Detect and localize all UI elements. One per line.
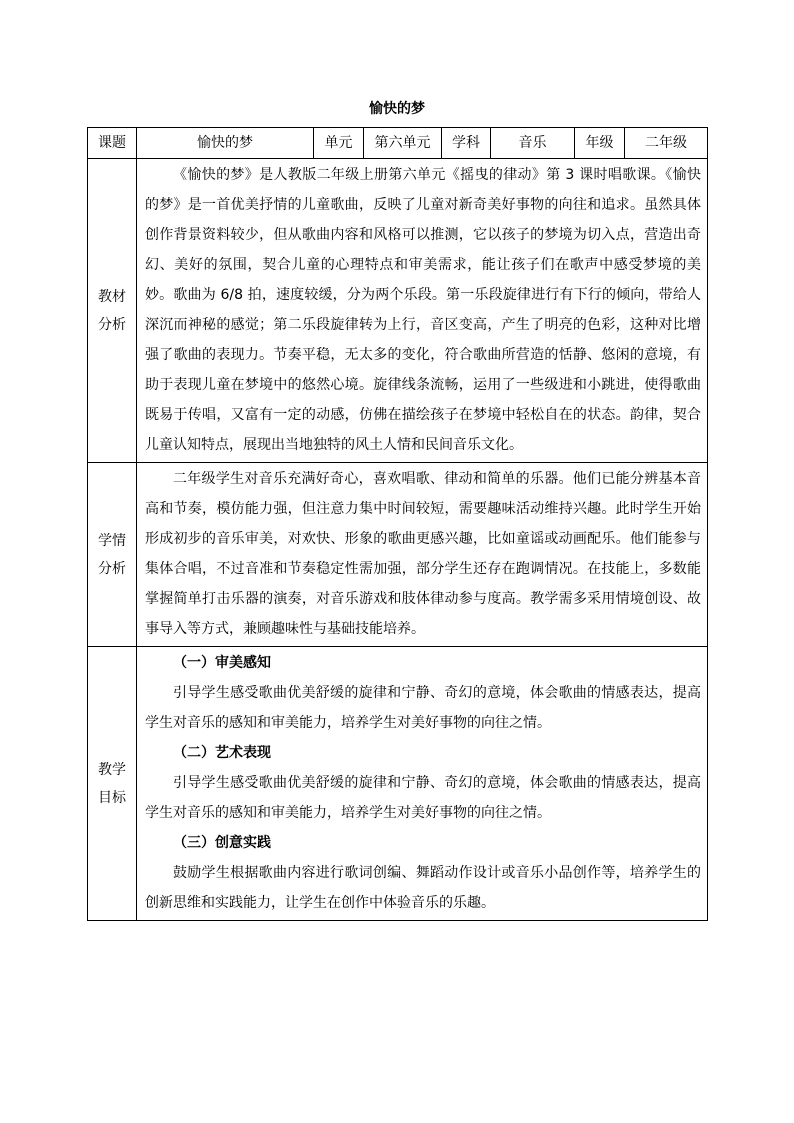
student-analysis-row bbox=[88, 463, 708, 647]
topic-value: 愉快的梦 bbox=[137, 128, 314, 159]
teaching-goals-row bbox=[88, 647, 708, 921]
lesson-plan-table bbox=[87, 127, 708, 921]
material-analysis-content bbox=[137, 159, 708, 463]
document-title: 愉快的梦 bbox=[369, 101, 425, 117]
student-analysis-content bbox=[137, 463, 708, 647]
topic-label: 课题 bbox=[88, 128, 137, 159]
goal-heading: （三）创意实践 bbox=[173, 835, 271, 851]
material-analysis-row bbox=[88, 159, 708, 463]
goal-heading: （一）审美感知 bbox=[173, 655, 271, 671]
unit-label: 单元 bbox=[314, 128, 364, 159]
student-analysis-text: 二年级学生对音乐充满好奇心，喜欢唱歌、律动和简单的乐器。他们已能分辨基本音高和节奏，模仿能力强，但注意力集中时间较短，需要趣味活动维持兴趣。此时学生开始形成初步的音乐审美，对欢快、形象的歌曲更感兴趣，比如童谣或动画配乐。他们能参与集体合唱，不过音准和节奏稳定性需加强，部分学生还存在跑调情况。在技能上，多数能掌握简单打击乐器的演奏，对音乐游戏和肢体律动参与度高。教学需多采用情境创设、故事导入等方式，兼顾趣味性与基础技能培养。 bbox=[145, 471, 701, 637]
teaching-goals-content bbox=[137, 647, 708, 921]
student-analysis-label: 学情 分析 bbox=[88, 463, 137, 647]
grade-label: 年级 bbox=[575, 128, 625, 159]
goal-text: 鼓励学生根据歌曲内容进行歌词创编、舞蹈动作设计或音乐小品创作等，培养学生的创新思维和实践能力，让学生在创作中体验音乐的乐趣。 bbox=[145, 865, 701, 911]
goal-text: 引导学生感受歌曲优美舒缓的旋律和宁静、奇幻的意境，体会歌曲的情感表达，提高学生对音乐的感知和审美能力，培养学生对美好事物的向往之情。 bbox=[145, 775, 701, 821]
grade-value: 二年级 bbox=[625, 128, 708, 159]
subject-label: 学科 bbox=[442, 128, 491, 159]
material-analysis-label: 教材 分析 bbox=[88, 159, 137, 463]
teaching-goals-label: 教学 目标 bbox=[88, 647, 137, 921]
unit-value: 第六单元 bbox=[364, 128, 442, 159]
goal-text: 引导学生感受歌曲优美舒缓的旋律和宁静、奇幻的意境，体会歌曲的情感表达，提高学生对音乐的感知和审美能力，培养学生对美好事物的向往之情。 bbox=[145, 685, 701, 731]
subject-value: 音乐 bbox=[491, 128, 575, 159]
material-analysis-text: 《愉快的梦》是人教版二年级上册第六单元《摇曳的律动》第 3 课时唱歌课。《愉快的梦》是一首优美抒情的儿童歌曲，反映了儿童对新奇美好事物的向往和追求。虽然具体创作背景资料较少，但从歌曲内容和风格可以推测，它以孩子的梦境为切入点，营造出奇幻、美好的氛围，契合儿童的心理特点和审美需求，能让孩子们在歌声中感受梦境的美妙。歌曲为 6/8 拍，速度较缓，分为两个乐段。第一乐段旋律进行有下行的倾向，带给人深沉而神秘的感觉；第二乐段旋律转为上行，音区变高，产生了明亮的色彩，这种对比增强了歌曲的表现力。节奏平稳，无太多的变化，符合歌曲所营造的恬静、悠闲的意境，有助于表现儿童在梦境中的悠然心境。旋律线条流畅，运用了一些级进和小跳进，使得歌曲既易于传唱，又富有一定的动感，仿佛在描绘孩子在梦境中轻松自在的状态。韵律，契合儿童认知特点，展现出当地独特的风土人情和民间音乐文化。 bbox=[145, 167, 701, 453]
header-row bbox=[88, 128, 708, 159]
goal-heading: （二）艺术表现 bbox=[173, 745, 271, 761]
